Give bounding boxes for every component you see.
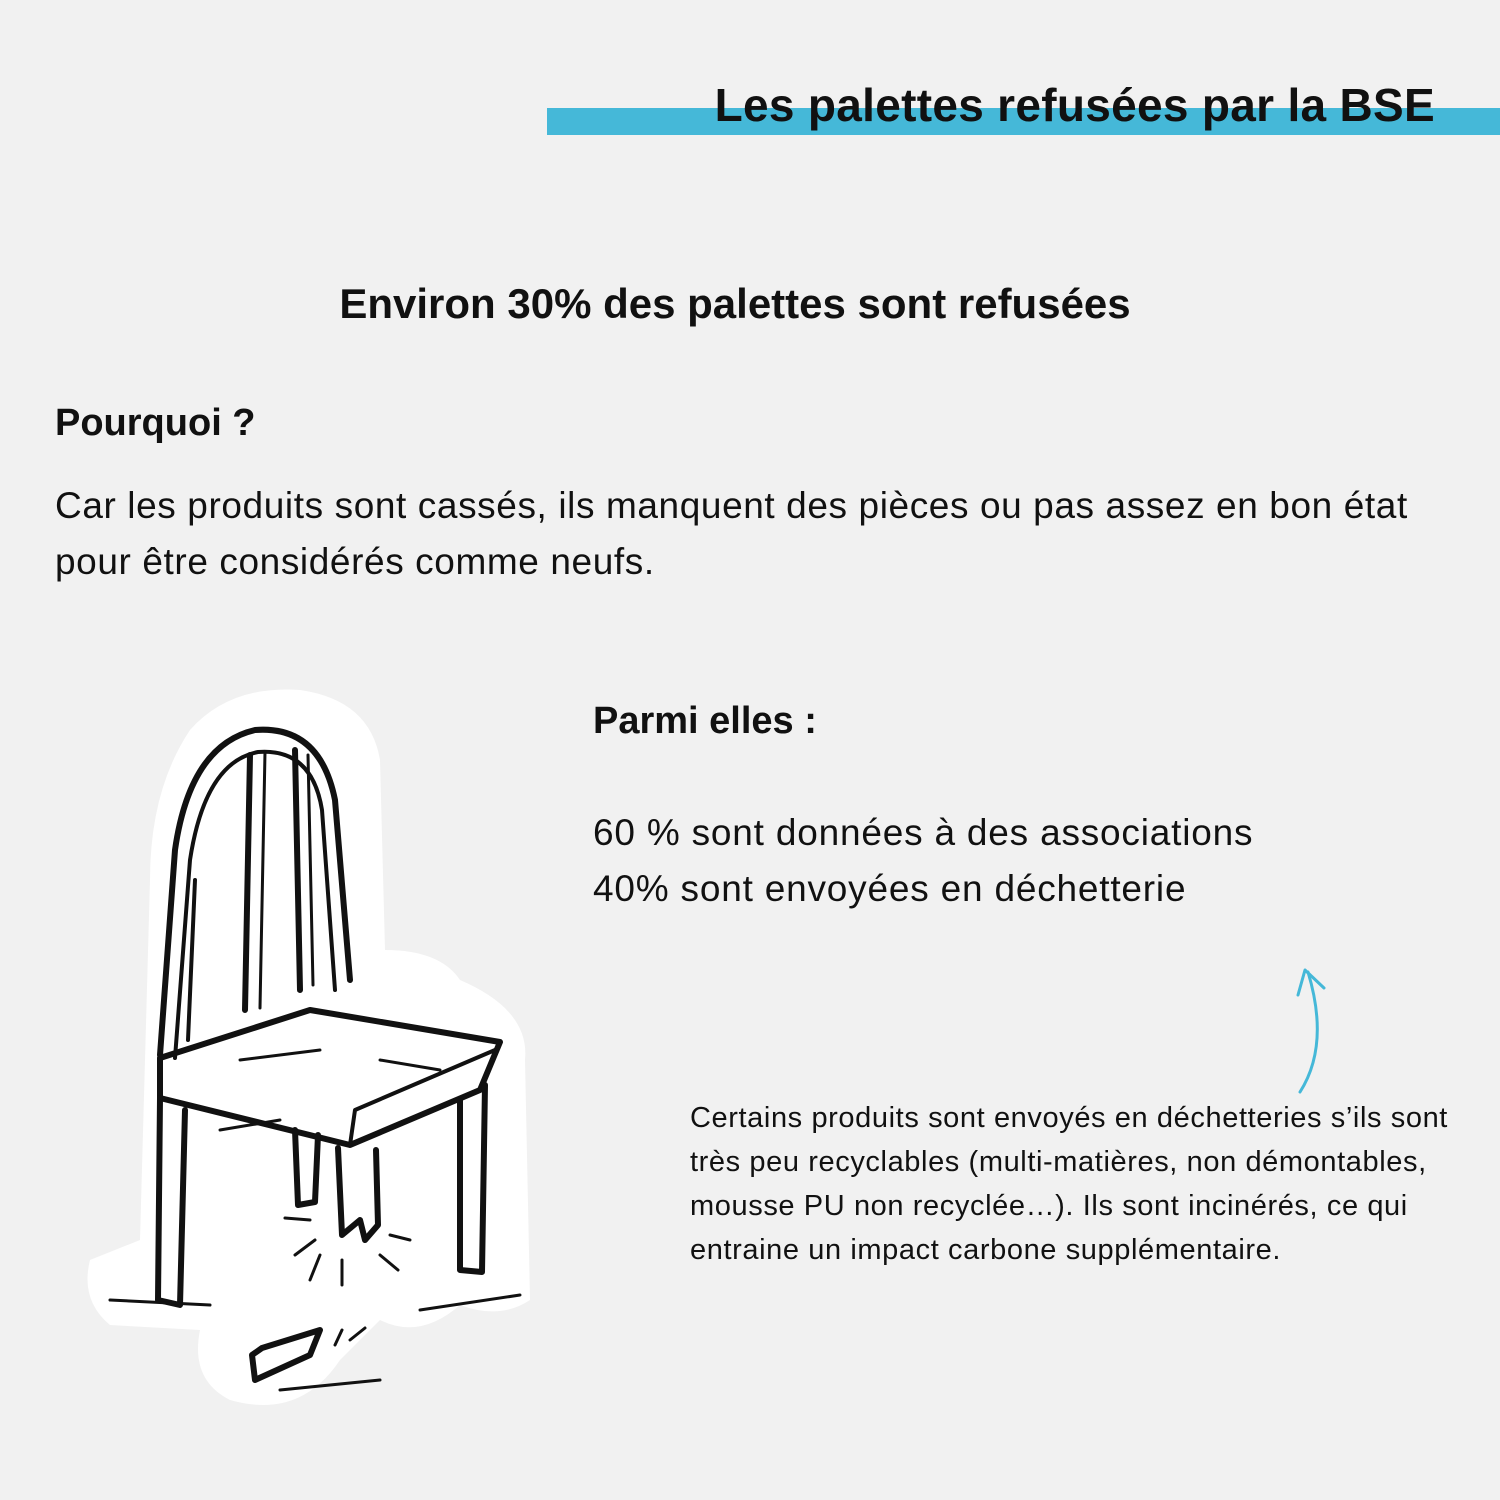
stat-dechetterie: 40% sont envoyées en déchetterie <box>593 868 1187 909</box>
page-title: Les palettes refusées par la BSE <box>714 79 1435 131</box>
headline: Environ 30% des palettes sont refusées <box>339 280 1131 327</box>
among-heading: Parmi elles : <box>593 700 817 742</box>
broken-chair-icon <box>80 680 540 1425</box>
stat-associations: 60 % sont données à des associations <box>593 812 1254 853</box>
why-body: Car les produits sont cassés, ils manquent des pièces ou pas assez en bon état pour être considérés comme neufs. <box>55 485 1408 582</box>
recycling-note: Certains produits sont envoyés en déchetteries s’ils sont très peu recyclables (multi-matières, non démontables, mousse PU non recyclée…). Ils sont incinérés, ce qui entraine un impact carbone supplémentaire. <box>690 1102 1448 1266</box>
why-heading: Pourquoi ? <box>55 402 256 444</box>
curved-arrow-up-icon <box>1290 960 1340 1100</box>
